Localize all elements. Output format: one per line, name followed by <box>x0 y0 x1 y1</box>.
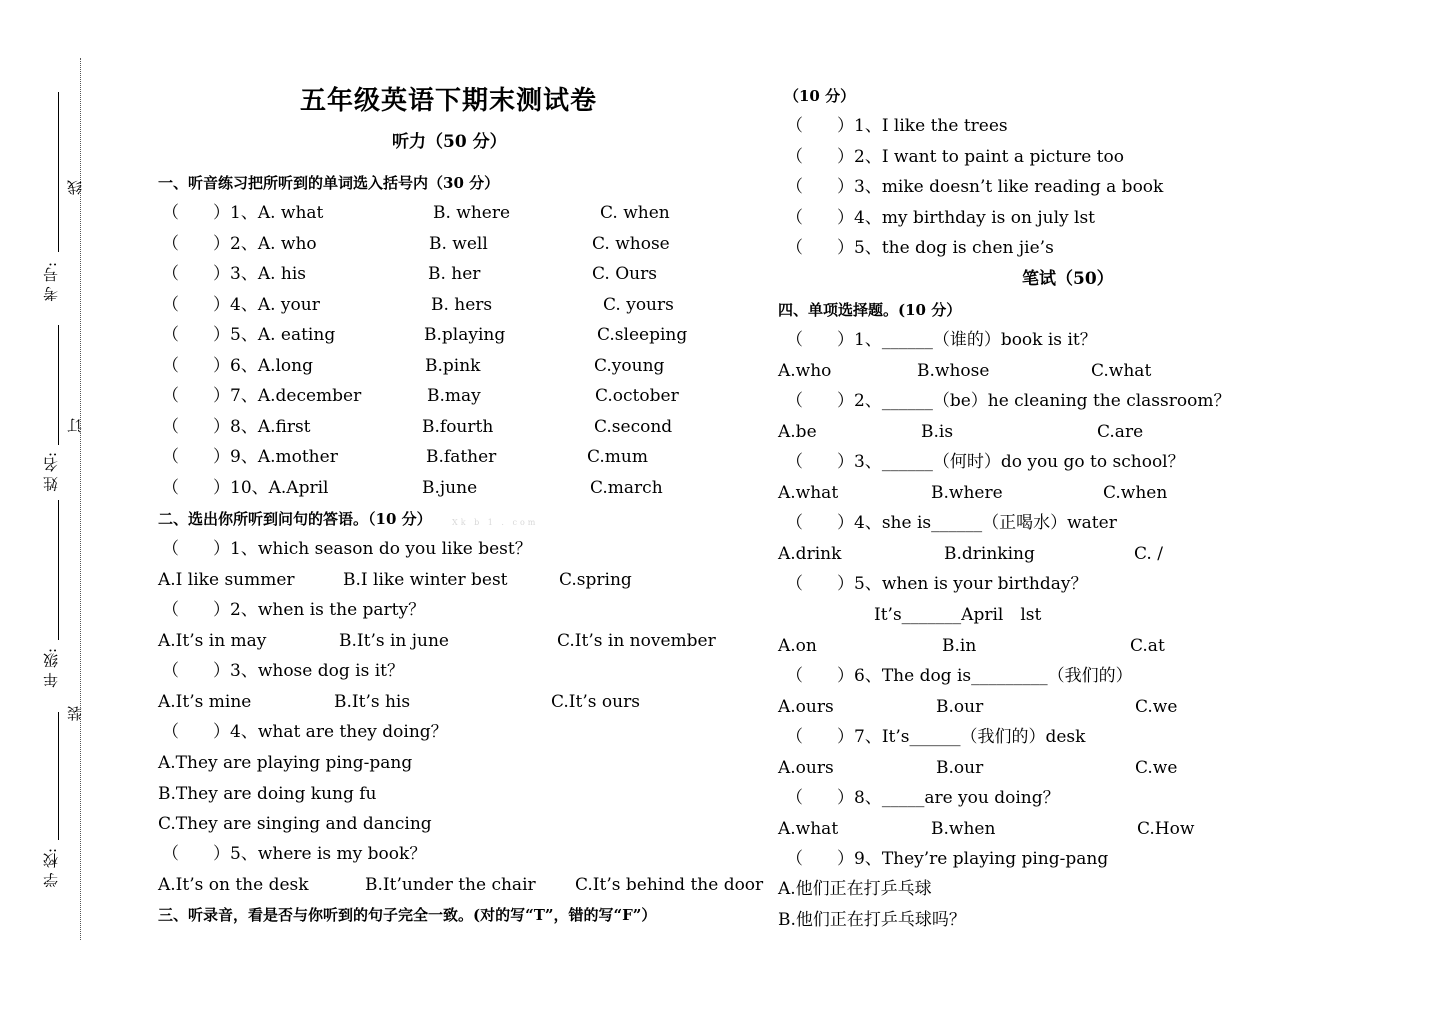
s3-q2: （ ）2、I want to paint a picture too <box>786 147 1124 167</box>
s3-q4: （ ）4、my birthday is on july lst <box>786 208 1096 228</box>
s4-q1-c: C.what <box>1091 361 1152 381</box>
s4-q6-b: B.our <box>936 697 984 717</box>
s4-q3-c: C.when <box>1103 483 1168 503</box>
school-label: 学 校: <box>42 848 60 888</box>
s1-q10: （ ）10、A.April <box>162 478 329 498</box>
s4-q5-b: B.in <box>942 636 977 656</box>
s4-q3-a: A.what <box>778 483 839 503</box>
s3-q5: （ ）5、the dog is chen jie’s <box>786 238 1054 258</box>
s4-q1: （ ）1、______（谁的）book is it？ <box>786 330 1097 350</box>
s2-q4-b: B.They are doing kung fu <box>158 784 377 804</box>
s1-q6: （ ）6、A.long <box>162 356 313 376</box>
number-blank-line[interactable] <box>58 92 59 252</box>
section-4-heading: 四、单项选择题。(10 分） <box>778 301 962 319</box>
written-header: 笔试（50） <box>1022 269 1114 289</box>
s1-q8-c: C.second <box>594 417 673 437</box>
s4-q6-a: A.ours <box>778 697 834 717</box>
s2-q5-b: B.It’under the chair <box>365 875 536 895</box>
s1-q3-c: C. Ours <box>592 264 657 284</box>
s1-q5: （ ）5、A. eating <box>162 325 336 345</box>
s4-q7-c: C.we <box>1135 758 1178 778</box>
s3-q1: （ ）1、I like the trees <box>786 116 1008 136</box>
s4-q7-b: B.our <box>936 758 984 778</box>
s2-q3-b: B.It’s his <box>334 692 411 712</box>
s1-q4: （ ）4、A. your <box>162 295 320 315</box>
s4-q5-a: A.on <box>778 636 817 656</box>
s3-q3: （ ）3、mike doesn’t like reading a book <box>786 177 1164 197</box>
s4-q8-a: A.what <box>778 819 839 839</box>
s1-q5-c: C.sleeping <box>597 325 688 345</box>
s1-q6-b: B.pink <box>425 356 481 376</box>
s2-q1-a: A.I like summer <box>158 570 295 590</box>
s1-q6-c: C.young <box>594 356 665 376</box>
s4-q1-a: A.who <box>778 361 832 381</box>
s2-q3: （ ）3、whose dog is it？ <box>162 661 404 681</box>
s2-q1-c: C.spring <box>559 570 632 590</box>
s1-q1-c: C. when <box>600 203 670 223</box>
s2-q5-c: C.It’s behind the door <box>575 875 764 895</box>
s2-q2-c: C.It’s in november <box>557 631 716 651</box>
s2-q5: （ ）5、where is my book？ <box>162 844 427 864</box>
section-1-heading: 一、听音练习把所听到的单词选入括号内（30 分） <box>158 174 500 192</box>
s2-q4: （ ）4、what are they doing？ <box>162 722 448 742</box>
s1-q2-c: C. whose <box>592 234 670 254</box>
s4-q8-c: C.How <box>1137 819 1195 839</box>
s2-q2-b: B.It’s in june <box>339 631 449 651</box>
s1-q7: （ ）7、A.december <box>162 386 362 406</box>
s1-q7-c: C.october <box>595 386 679 406</box>
s1-q8-b: B.fourth <box>422 417 494 437</box>
s4-q5: （ ）5、when is your birthday？ <box>786 574 1088 594</box>
s4-q4-b: B.drinking <box>944 544 1035 564</box>
section-3-points: （10 分） <box>784 87 856 105</box>
s2-q3-a: A.It’s mine <box>158 692 252 712</box>
s1-q1: （ ）1、A. what <box>162 203 324 223</box>
binding-mark-zhuang: 装 <box>66 706 84 721</box>
s4-q5-stem: It’s_______April lst <box>874 605 1042 625</box>
number-label: 考 号: <box>42 262 60 302</box>
s4-q9-a: A.他们正在打乒乓球 <box>778 879 932 899</box>
s4-q8-b: B.when <box>931 819 996 839</box>
listening-header: 听力（50 分） <box>392 132 507 152</box>
s4-q1-b: B.whose <box>917 361 990 381</box>
s2-q2: （ ）2、when is the party？ <box>162 600 426 620</box>
s4-q8: （ ）8、_____are you doing？ <box>786 788 1060 808</box>
s4-q7-a: A.ours <box>778 758 834 778</box>
s2-q2-a: A.It’s in may <box>158 631 267 651</box>
s1-q2-b: B. well <box>429 234 488 254</box>
s1-q4-c: C. yours <box>603 295 674 315</box>
s4-q3-b: B.where <box>931 483 1003 503</box>
name-blank-line[interactable] <box>58 325 59 445</box>
s4-q9-b: B.他们正在打乒乓球吗？ <box>778 910 966 930</box>
s1-q1-b: B. where <box>433 203 511 223</box>
s4-q5-c: C.at <box>1130 636 1165 656</box>
s1-q10-c: C.march <box>590 478 663 498</box>
s1-q8: （ ）8、A.first <box>162 417 311 437</box>
s1-q5-b: B.playing <box>424 325 506 345</box>
name-label: 姓 名: <box>42 452 60 492</box>
s1-q9: （ ）9、A.mother <box>162 447 338 467</box>
binding-mark-ding: 订 <box>66 418 84 433</box>
s2-q4-c: C.They are singing and dancing <box>158 814 432 834</box>
s4-q4: （ ）4、she is______（正喝水）water <box>786 513 1117 533</box>
s2-q1-b: B.I like winter best <box>343 570 508 590</box>
grade-label: 年 级: <box>42 648 60 688</box>
s1-q7-b: B.may <box>427 386 481 406</box>
s2-q1: （ ）1、which season do you like best？ <box>162 539 532 559</box>
s4-q3: （ ）3、______（何时）do you go to school？ <box>786 452 1185 472</box>
page-title: 五年级英语下期末测试卷 <box>300 86 598 116</box>
school-blank-line[interactable] <box>58 712 59 840</box>
s4-q7: （ ）7、It’s______（我们的）desk <box>786 727 1086 747</box>
s1-q10-b: B.june <box>422 478 478 498</box>
s4-q4-c: C. / <box>1134 544 1163 564</box>
s1-q4-b: B. hers <box>431 295 493 315</box>
s1-q9-b: B.father <box>426 447 497 467</box>
s4-q2: （ ）2、______（be）he cleaning the classroom？ <box>786 391 1231 411</box>
binding-mark-xian: 线 <box>66 180 84 195</box>
s4-q2-c: C.are <box>1097 422 1144 442</box>
s1-q9-c: C.mum <box>587 447 648 467</box>
s4-q9: （ ）9、They’re playing ping-pang <box>786 849 1109 869</box>
s4-q2-a: A.be <box>778 422 817 442</box>
s1-q3: （ ）3、A. his <box>162 264 307 284</box>
section-2-heading: 二、选出你所听到问句的答语。（10 分） <box>158 510 432 528</box>
s2-q3-c: C.It’s ours <box>551 692 640 712</box>
watermark: Xk b 1 . com <box>452 518 539 527</box>
s1-q3-b: B. her <box>428 264 481 284</box>
s4-q4-a: A.drink <box>778 544 842 564</box>
s2-q4-a: A.They are playing ping-pang <box>158 753 413 773</box>
s4-q6-c: C.we <box>1135 697 1178 717</box>
section-3-heading: 三、听录音，看是否与你听到的句子完全一致。(对的写“T”，错的写“F”） <box>158 906 657 924</box>
s4-q2-b: B.is <box>921 422 954 442</box>
s4-q6: （ ）6、The dog is_________（我们的） <box>786 666 1133 686</box>
grade-blank-line[interactable] <box>58 500 59 640</box>
s1-q2: （ ）2、A. who <box>162 234 317 254</box>
s2-q5-a: A.It’s on the desk <box>158 875 309 895</box>
